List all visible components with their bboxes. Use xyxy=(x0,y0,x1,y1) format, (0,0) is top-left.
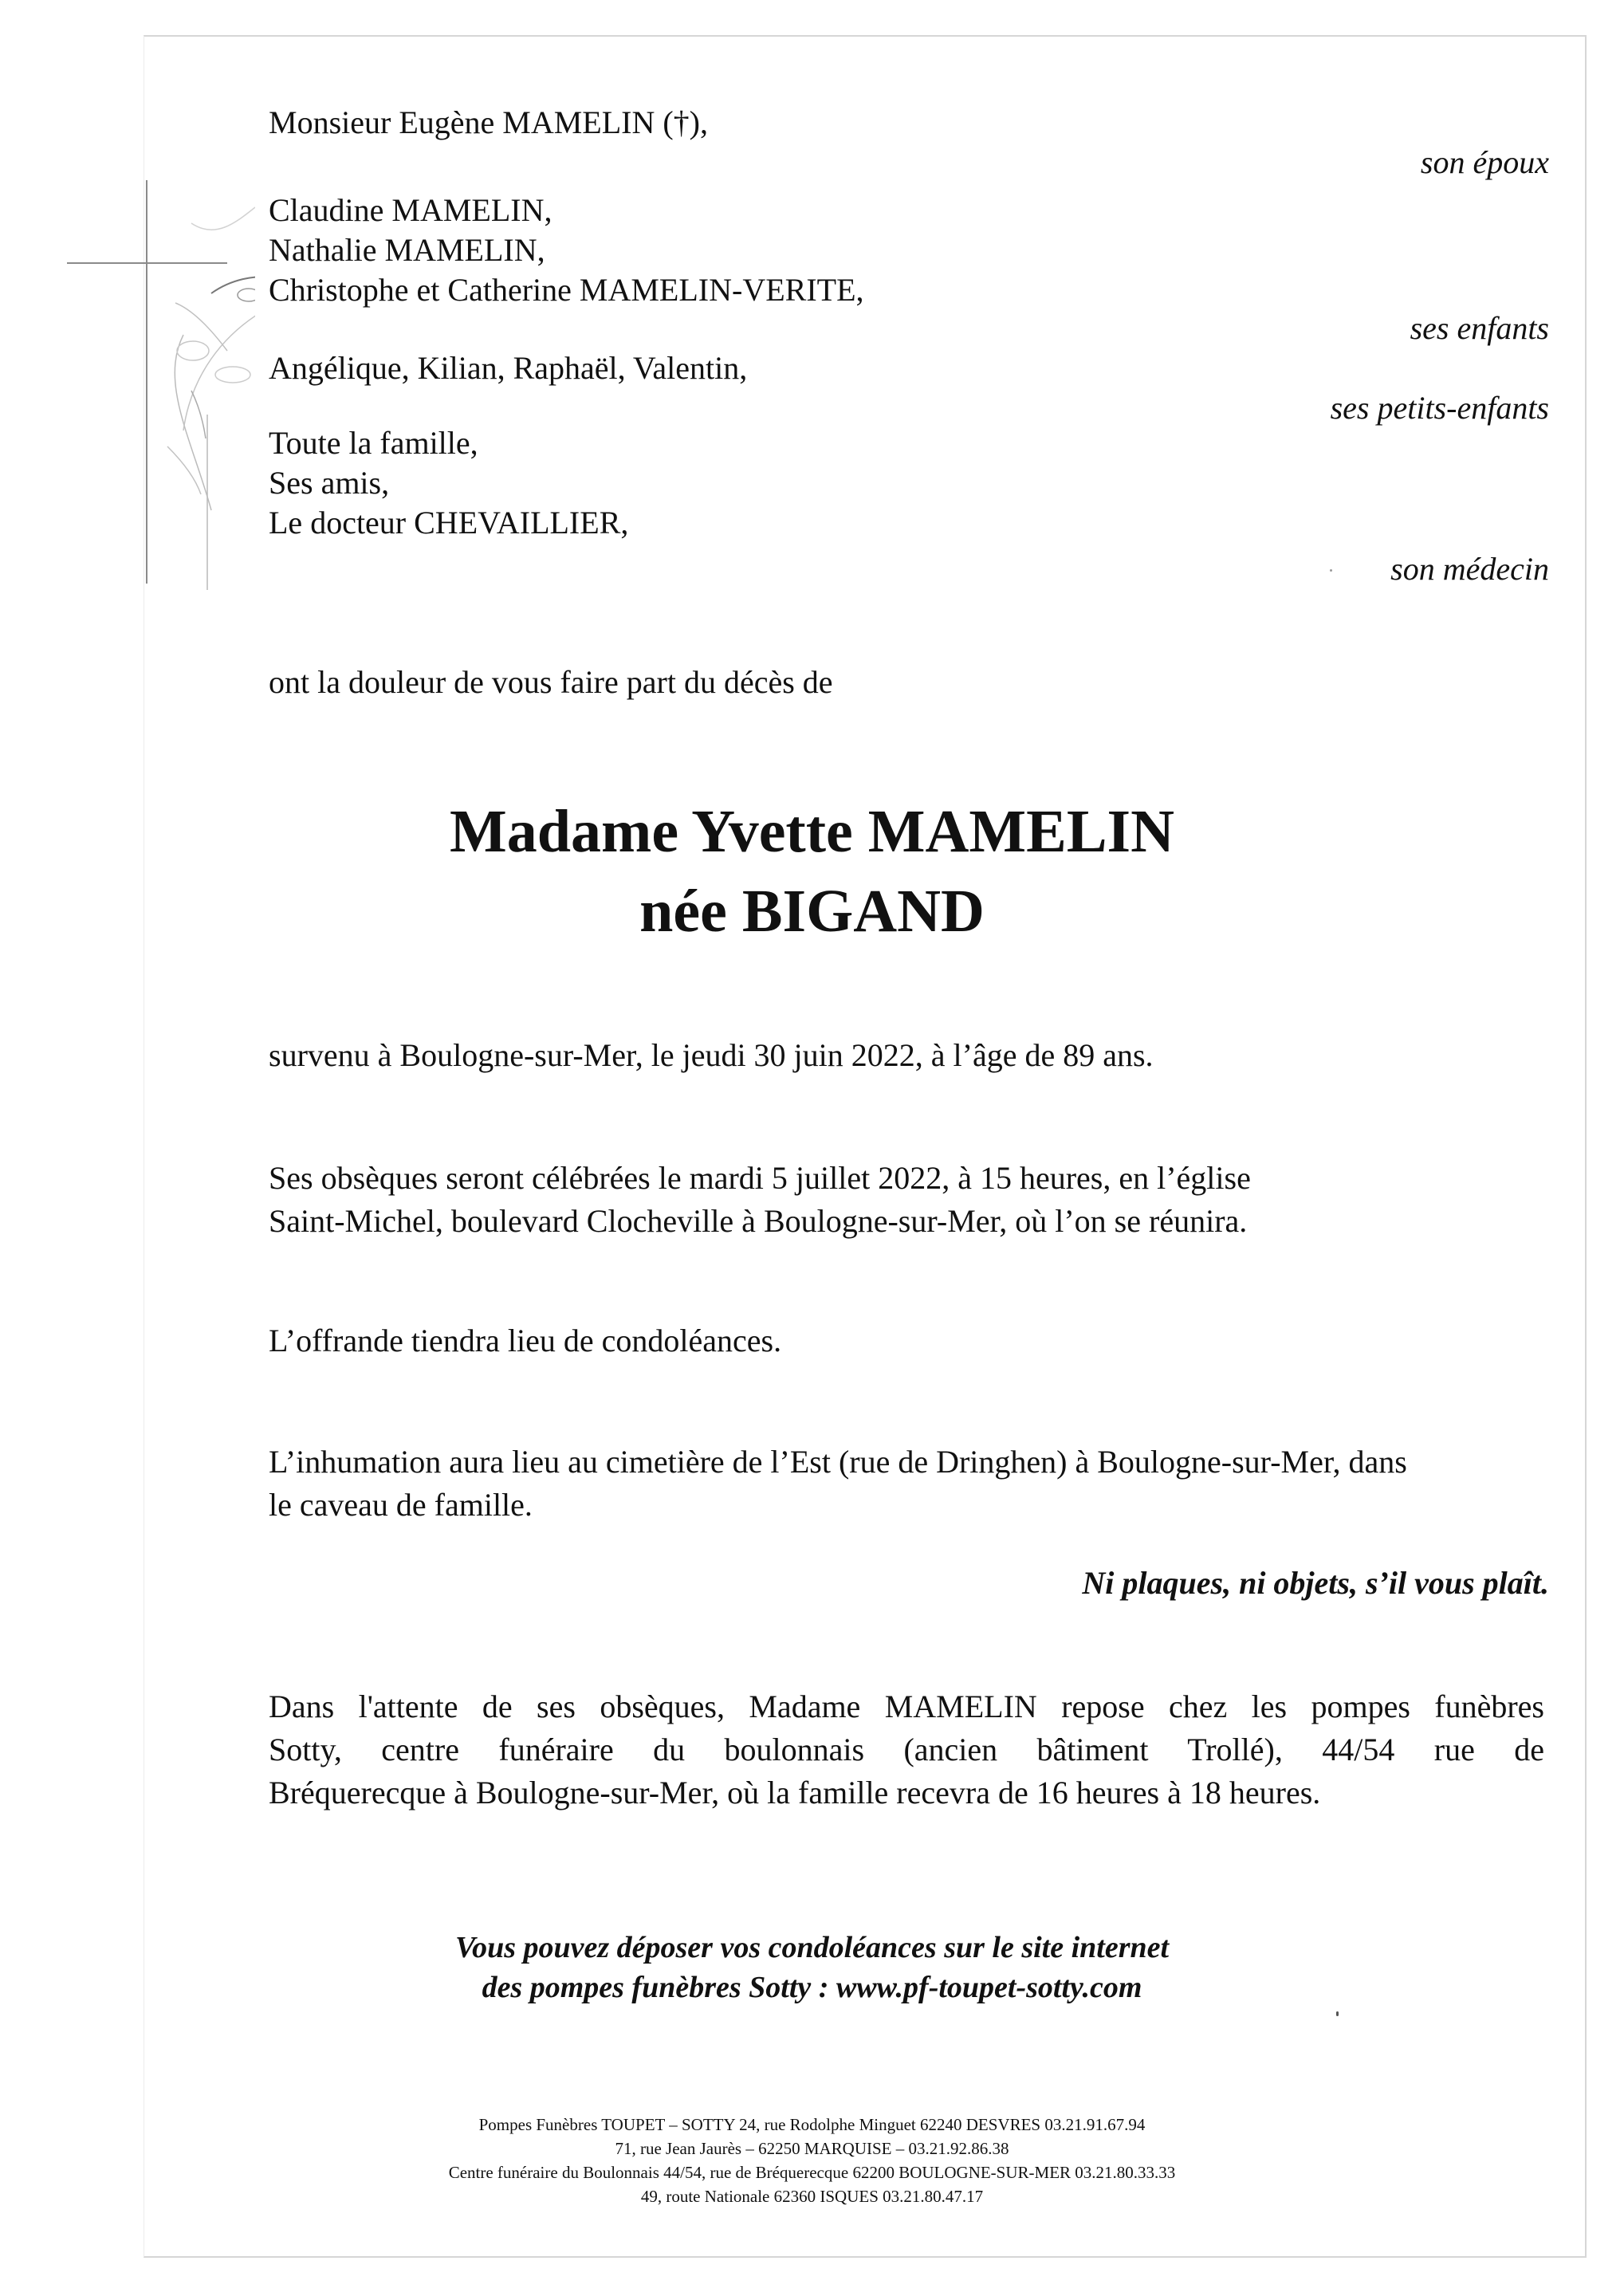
cross-with-lily-icon xyxy=(64,175,255,594)
burial-line-2: le caveau de famille. xyxy=(269,1487,533,1523)
husband-role: son époux xyxy=(1420,144,1549,180)
condolences-line-1: Vous pouvez déposer vos condoléances sur le site internet xyxy=(454,1931,1170,1964)
others-line-3: Le docteur CHEVAILLIER, xyxy=(269,505,629,541)
repose-paragraph xyxy=(269,1685,1544,1814)
funeral-line-2: Saint-Michel, boulevard Clocheville à Boulogne-sur-Mer, où l’on se réunira. xyxy=(269,1203,1248,1239)
announcement-text: ont la douleur de vous faire part du décès de xyxy=(269,664,833,700)
repose-line-3: Bréquerecque à Boulogne-sur-Mer, où la famille recevra de 16 heures à 18 heures. xyxy=(269,1775,1321,1810)
condolences-line-2: des pompes funèbres Sotty : www.pf-toupet-sotty.com xyxy=(482,1971,1142,2004)
grandchildren-line: Angélique, Kilian, Raphaël, Valentin, xyxy=(269,350,748,386)
footer-line-1: Pompes Funèbres TOUPET – SOTTY 24, rue Rodolphe Minguet 62240 DESVRES 03.21.91.67.94 xyxy=(478,2115,1146,2134)
others-line-1: Toute la famille, xyxy=(269,425,478,461)
no-flowers-notice: Ni plaques, ni objets, s’il vous plaît. xyxy=(1082,1565,1549,1601)
grandchildren-role: ses petits-enfants xyxy=(1330,390,1549,426)
child-line-1: Claudine MAMELIN, xyxy=(269,192,552,228)
children-role: ses enfants xyxy=(1410,310,1549,346)
child-line-2: Nathalie MAMELIN, xyxy=(269,232,545,268)
footer-line-3: Centre funéraire du Boulonnais 44/54, rue de Bréquerecque 62200 BOULOGNE-SUR-MER 03.21.80.33.33 xyxy=(448,2163,1176,2182)
doctor-role: son médecin xyxy=(1390,551,1549,587)
scan-speck xyxy=(1330,569,1332,572)
funeral-line-1: Ses obsèques seront célébrées le mardi 5 juillet 2022, à 15 heures, en l’église xyxy=(269,1160,1251,1196)
others-line-2: Ses amis, xyxy=(269,465,390,501)
footer-line-2: 71, rue Jean Jaurès – 62250 MARQUISE – 03.21.92.86.38 xyxy=(615,2139,1009,2158)
footer-line-4: 49, route Nationale 62360 ISQUES 03.21.80.47.17 xyxy=(640,2187,984,2206)
burial-line-1: L’inhumation aura lieu au cimetière de l’Est (rue de Dringhen) à Boulogne-sur-Mer, dans xyxy=(269,1444,1407,1480)
repose-line-2: Sotty, centre funéraire du boulonnais (ancien bâtiment Trollé), 44/54 rue de xyxy=(269,1732,1544,1767)
child-line-3: Christophe et Catherine MAMELIN-VERITE, xyxy=(269,272,864,308)
husband-line: Monsieur Eugène MAMELIN (†), xyxy=(269,104,708,140)
offering-text: L’offrande tiendra lieu de condoléances. xyxy=(269,1323,782,1358)
deceased-maiden-name: née BIGAND xyxy=(639,878,985,945)
scan-speck xyxy=(1336,2011,1339,2016)
deceased-name: Madame Yvette MAMELIN xyxy=(450,798,1174,865)
repose-line-1: Dans l'attente de ses obsèques, Madame MAMELIN repose chez les pompes funèbres xyxy=(269,1689,1544,1724)
death-info: survenu à Boulogne-sur-Mer, le jeudi 30 juin 2022, à l’âge de 89 ans. xyxy=(269,1037,1154,1073)
